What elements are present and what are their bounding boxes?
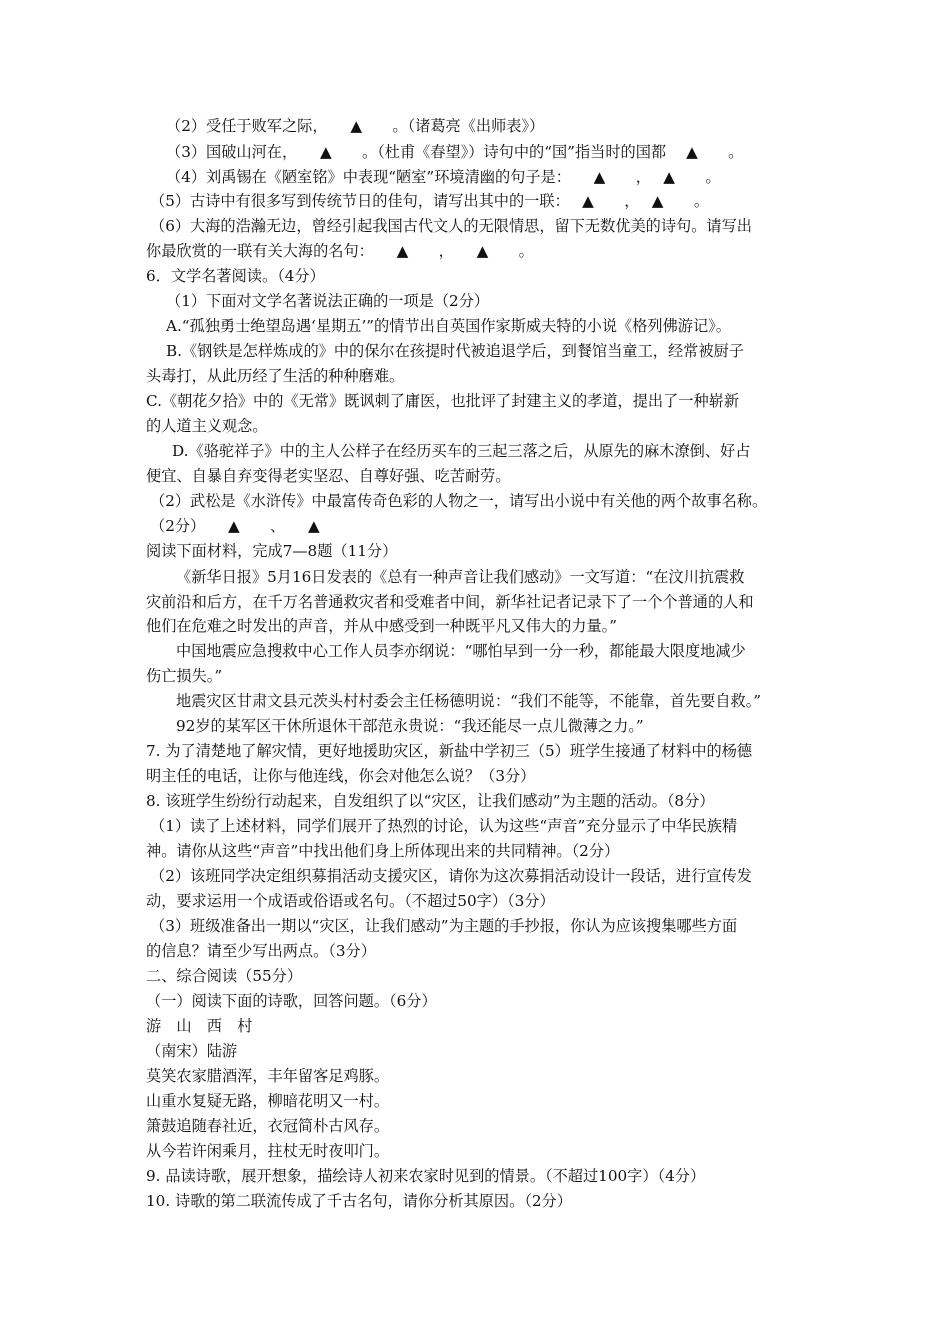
material-para1-line1: 《新华日报》5月16日发表的《总有一种声音让我们感动》一文写道：“在汶川抗震救	[176, 568, 745, 586]
q9: 9. 品读诗歌，展开想象，描绘诗人初来农家时见到的情景。（不超过100字）（4分）	[146, 1167, 706, 1185]
poem-line-4: 从今若许闲乘月，拄杖无时夜叩门。	[146, 1142, 389, 1160]
q5-item-6-line2: 你最欣赏的一联有关大海的名句： ▲ ， ▲ 。	[146, 242, 534, 260]
q6-option-d-line2: 便宜、自暴自弃变得老实坚忍、自尊好强、吃苦耐劳。	[146, 467, 511, 485]
q6-option-a: A.“孤独勇士绝望岛遇‘星期五’”的情节出自英国作家斯威夫特的小说《格列佛游记》。	[166, 317, 731, 335]
material-para2-line1: 中国地震应急搜救中心工作人员李亦纲说：“哪怕早到一分一秒，都能最大限度地减少	[176, 642, 746, 660]
poem-section-heading: （一）阅读下面的诗歌，回答问题。（6分）	[146, 992, 437, 1010]
q8-sub1-line2: 神。请你从这些“声音”中找出他们身上所体现出来的共同精神。（2分）	[146, 842, 620, 860]
q8-sub3-line2: 的信息？请至少写出两点。（3分）	[146, 942, 376, 960]
q5-item-4: （4）刘禹锡在《陋室铭》中表现“陋室”环境清幽的句子是： ▲ ， ▲ 。	[166, 168, 721, 186]
q5-item-3: （3）国破山河在， ▲ 。（杜甫《春望》）诗句中的“国”指当时的国都 ▲ 。	[166, 143, 744, 161]
q6-option-c-line2: 的人道主义观念。	[146, 417, 268, 435]
material-para1-line3: 他们在危难之时发出的声音，并从中感受到一种既平凡又伟大的力量。”	[146, 617, 617, 635]
material-para3: 地震灾区甘肃文县元茨头村村委会主任杨德明说：“我们不能等，不能靠，首先要自救。”	[176, 692, 762, 710]
poem-line-3: 箫鼓追随春社近，衣冠简朴古风存。	[146, 1117, 389, 1135]
material-heading: 阅读下面材料，完成7—8题（11分）	[146, 542, 398, 560]
q5-item-5: （5）古诗中有很多写到传统节日的佳句，请写出其中的一联： ▲ ， ▲ 。	[150, 192, 710, 210]
poem-line-2: 山重水复疑无路，柳暗花明又一村。	[146, 1092, 389, 1110]
q8-sub2-line2: 动，要求运用一个成语或俗语或名句。（不超过50字）（3分）	[146, 892, 555, 910]
q6-sub1-prompt: （1）下面对文学名著说法正确的一项是（2分）	[166, 292, 490, 310]
q7-line2: 明主任的电话，让你与他连线，你会对他怎么说？（3分）	[146, 767, 536, 785]
q8-heading: 8. 该班学生纷纷行动起来，自发组织了以“灾区，让我们感动”为主题的活动。（8分）	[146, 792, 715, 810]
q6-sub2-line2: （2分） ▲ 、 ▲	[150, 517, 320, 535]
poem-title: 游 山 西 村	[146, 1017, 253, 1035]
q6-sub2-line1: （2）武松是《水浒传》中最富传奇色彩的人物之一，请写出小说中有关他的两个故事名称。	[150, 492, 768, 510]
q8-sub3-line1: （3）班级准备出一期以“灾区，让我们感动”为主题的手抄报，你认为应该搜集哪些方面	[150, 917, 738, 935]
section-2-heading: 二、综合阅读（55分）	[146, 967, 303, 985]
material-para2-line2: 伤亡损失。”	[146, 667, 223, 685]
q5-item-2: （2）受任于败军之际， ▲ 。（诸葛亮《出师表》）	[166, 117, 545, 135]
q6-option-d-line1: D.《骆驼祥子》中的主人公样子在经历买车的三起三落之后，从原先的麻木潦倒、好占	[172, 442, 751, 460]
q6-option-b-line2: 头毒打，从此历经了生活的种种磨难。	[146, 367, 405, 385]
q10: 10. 诗歌的第二联流传成了千古名句，请你分析其原因。（2分）	[146, 1192, 572, 1210]
q5-item-6-line1: （6）大海的浩瀚无边，曾经引起我国古代文人的无限情思，留下无数优美的诗句。请写出	[150, 217, 752, 235]
q8-sub1-line1: （1）读了上述材料，同学们展开了热烈的讨论，认为这些“声音”充分显示了中华民族精	[150, 817, 738, 835]
q6-heading: 6．文学名著阅读。（4分）	[146, 267, 325, 285]
q7-line1: 7. 为了清楚地了解灾情，更好地援助灾区，新盐中学初三（5）班学生接通了材料中的杨德	[146, 742, 753, 760]
material-para4: 92岁的某军区干休所退休干部范永贵说：“我还能尽一点儿微薄之力。”	[176, 717, 644, 735]
poem-line-1: 莫笑农家腊酒浑，丰年留客足鸡豚。	[146, 1067, 389, 1085]
q6-option-b-line1: B.《钢铁是怎样炼成的》中的保尔在孩提时代被追退学后，到餐馆当童工，经常被厨子	[166, 342, 744, 360]
material-para1-line2: 灾前沿和后方，在千万名普通救灾者和受难者中间，新华社记者记录下了一个个普通的人和	[146, 593, 754, 611]
q8-sub2-line1: （2）该班同学决定组织募捐活动支援灾区，请你为这次募捐活动设计一段话，进行宣传发	[150, 867, 752, 885]
q6-option-c-line1: C.《朝花夕拾》中的《无常》既讽刺了庸医，也批评了封建主义的孝道，提出了一种崭新	[146, 392, 740, 410]
poem-author: （南宋）陆游	[146, 1042, 238, 1060]
